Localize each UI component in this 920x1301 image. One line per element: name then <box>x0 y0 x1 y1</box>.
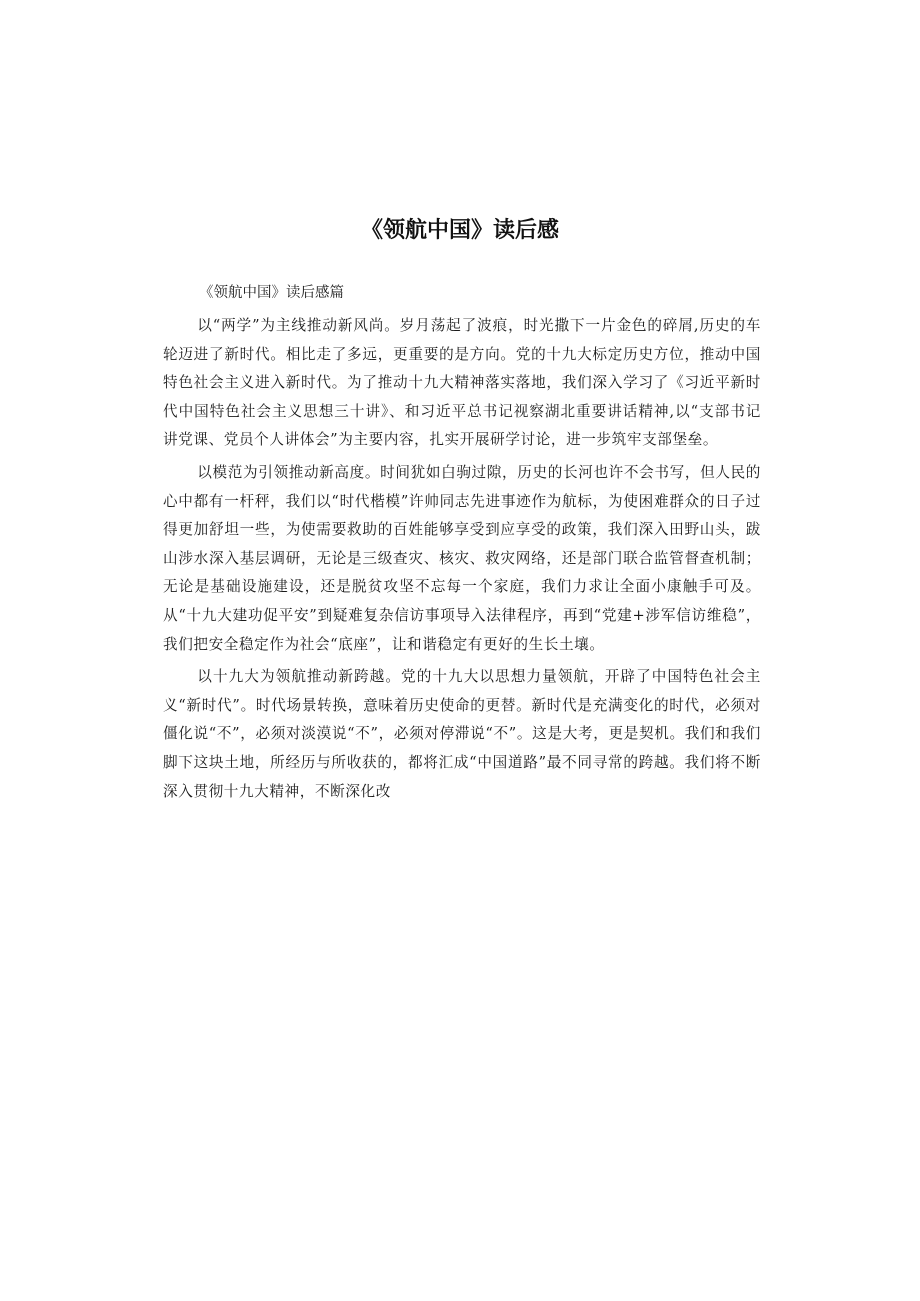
paragraph-two-studies: 以“两学”为主线推动新风尚。岁月荡起了波痕，时光撒下一片金色的碎屑,历史的车轮迈进了新时代。相比走了多远，更重要的是方向。党的十九大标定历史方位，推动中国特色社会主义进入新时代。为了推动十九大精神落实落地，我们深入学习了《习近平新时代中国特色社会主义思想三十讲》、和习近平总书记视察湖北重要讲话精神,以“支部书记讲党课、党员个人讲体会”为主要内容，扎实开展研学讨论，进一步筑牢支部堡垒。 <box>163 317 761 449</box>
document-body <box>163 312 761 810</box>
paragraph-role-models: 以模范为引领推动新高度。时间犹如白驹过隙，历史的长河也许不会书写，但人民的心中都有一杆秤，我们以“时代楷模”许帅同志先进事迹作为航标，为使困难群众的日子过得更加舒坦一些，为使需要救助的百姓能够享受到应享受的政策，我们深入田野山头，跋山涉水深入基层调研，无论是三级查灾、核灾、救灾网络，还是部门联合监管督查机制；无论是基础设施建设，还是脱贫攻坚不忘每一个家庭，我们力求让全面小康触手可及。从“十九大建功促平安”到疑难复杂信访事项导入法律程序，再到“党建+涉军信访维稳”，我们把安全稳定作为社会“底座”，让和谐稳定有更好的生长土壤。 <box>163 463 761 653</box>
document-title: 《领航中国》读后感 <box>360 218 559 243</box>
paragraph-nineteenth-congress: 以十九大为领航推动新跨越。党的十九大以思想力量领航，开辟了中国特色社会主义“新时代”。时代场景转换，意味着历史使命的更替。新时代是充满变化的时代，必须对僵化说“不”，必须对淡漠说“不”，必须对停滞说“不”。这是大考，更是契机。我们和我们脚下这块土地，所经历与所收获的，都将汇成“中国道路”最不同寻常的跨越。我们将不断深入贯彻十九大精神，不断深化改 <box>163 668 761 800</box>
document-subtitle: 《领航中国》读后感篇 <box>199 285 344 301</box>
